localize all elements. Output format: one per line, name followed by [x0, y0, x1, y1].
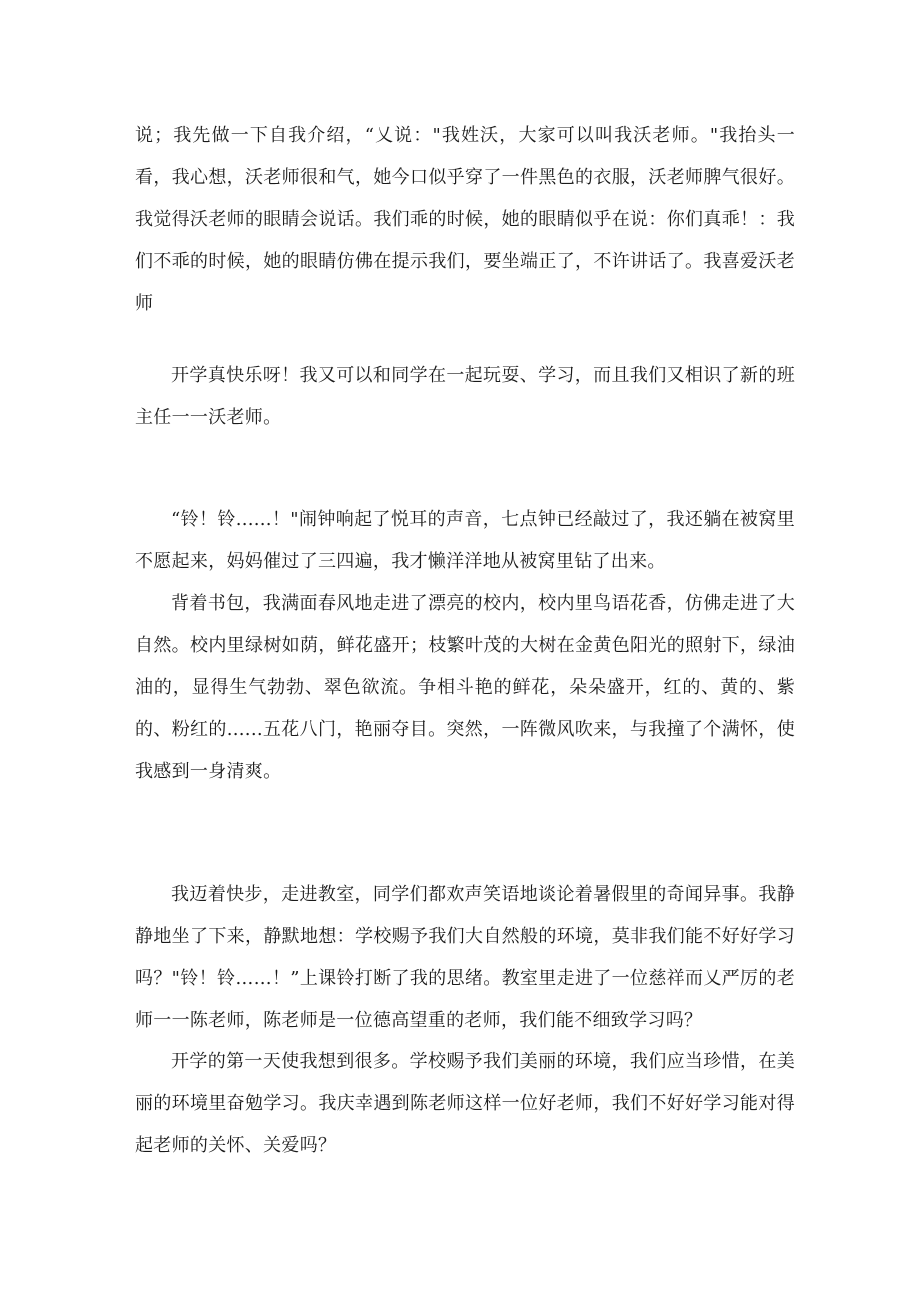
paragraph-3: “铃！铃......！"闹钟响起了悦耳的声音，七点钟已经敲过了，我还躺在被窝里不愿起来，妈妈催过了三四遍，我才懒洋洋地从被窝里钻了出来。 — [135, 509, 795, 572]
paragraph-1: 说；我先做一下自我介绍，“乂说："我姓沃，大家可以叫我沃老师。"我抬头一看，我心想，沃老师很和气，她今口似乎穿了一件黑色的衣服，沃老师脾气很好。我觉得沃老师的眼睛会说话。我们乖的时候，她的眼睛似乎在说：你们真乖！：我们不乖的时候，她的眼睛仿佛在提示我们，要坐端正了，不许讲话了。我喜爱沃老师 — [135, 125, 795, 314]
paragraph-2: 开学真快乐呀！我又可以和同学在一起玩耍、学习，而且我们又相识了新的班主任一一沃老师。 — [135, 365, 795, 428]
paragraph-6: 开学的第一天使我想到很多。学校赐予我们美丽的环境，我们应当珍惜，在美丽的环境里奋勉学习。我庆幸遇到陈老师这样一位好老师，我们不好好学习能对得起老师的关怀、关爱吗？ — [135, 1051, 795, 1156]
paragraph-5: 我迈着快步，走进教室，同学们都欢声笑语地谈论着暑假里的奇闻异事。我静静地坐了下来，静默地想：学校赐予我们大自然般的环境，莫非我们能不好好学习吗？"铃！铃……！”上课铃打断了我的思绪。教室里走进了一位慈祥而乂严厉的老师一一陈老师，陈老师是一位德高望重的老师，我们能不细致学习吗？ — [135, 884, 795, 1031]
paragraph-4: 背着书包，我满面春风地走进了漂亮的校内，校内里鸟语花香，仿佛走进了大自然。校内里绿树如荫，鲜花盛开；枝繁叶茂的大树在金黄色阳光的照射下，绿油油的，显得生气勃勃、翠色欲流。争相斗艳的鲜花，朵朵盛开，红的、黄的、紫的、粉红的......五花八门，艳丽夺目。突然，一阵微风吹来，与我撞了个满怀，使我感到一身清爽。 — [135, 593, 795, 782]
